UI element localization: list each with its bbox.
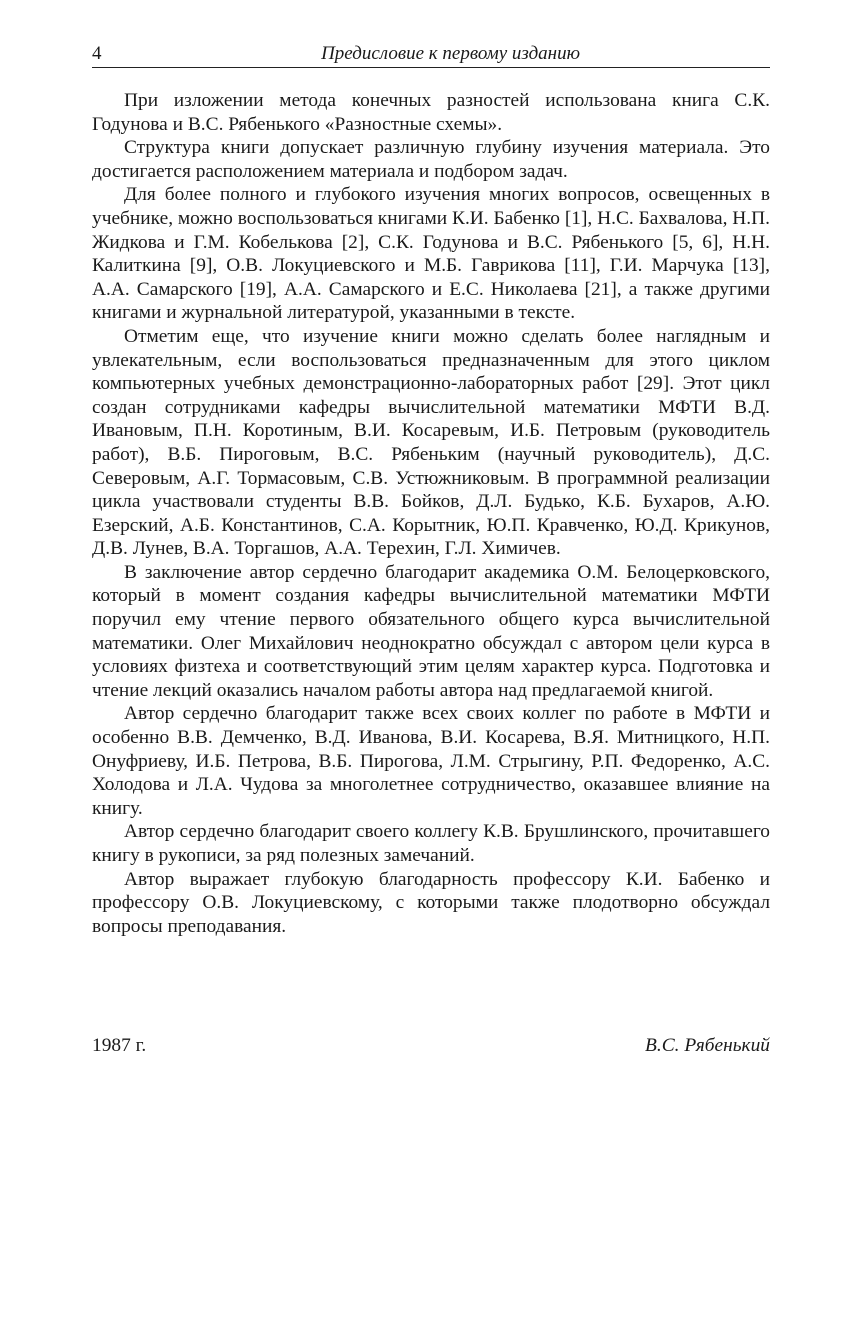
signature-date: 1987 г. <box>92 1035 147 1056</box>
paragraph-acknowledgement-brushlinsky: Автор сердечно благодарит своего коллегу К.В. Брушлинского, прочитавшего книгу в рукописи, за ряд полезных замечаний. <box>92 821 770 866</box>
running-header <box>92 41 770 68</box>
paragraph-acknowledgement-belotserkovsky: В заключение автор сердечно благодарит академика О.М. Белоцерковского, который в момент создания кафедры вычислительной математики МФТИ поручил ему чтение первого обязательного общего курса вычислительной математики. Олег Михайлович неоднократно обсуждал с автором цели курса в условиях физтеха и соответствующий этим целям характер курса. Подготовка и чтение лекций оказались началом работы автора над предлагаемой книгой. <box>92 561 770 701</box>
paragraph-structure: Структура книги допускает различную глубину изучения материала. Это достигается расположением материала и подбором задач. <box>92 137 770 182</box>
signature-author: В.С. Рябенький <box>645 1035 770 1056</box>
running-title: Предисловие к первому изданию <box>321 43 580 64</box>
paragraph-acknowledgement-colleagues: Автор сердечно благодарит также всех своих коллег по работе в МФТИ и особенно В.В. Демченко, В.Д. Иванова, В.И. Косарева, В.Я. Митницкого, Н.П. Онуфриеву, И.Б. Петрова, В.Б. Пирогова, Л.М. Стрыгину, Р.П. Федоренко, А.С. Холодова и Л.А. Чудова за многолетнее сотрудничество, оказавшее влияние на книгу. <box>92 703 770 819</box>
paragraph-computer-labs: Отметим еще, что изучение книги можно сделать более наглядным и увлекательным, если воспользоваться предназначенным для этого циклом компьютерных учебных демонстрационно-лабораторных работ [29]. Этот цикл создан сотрудниками кафедры вычислительной математики МФТИ В.Д. Ивановым, П.Н. Коротиным, В.И. Косаревым, И.Б. Петровым (руководитель работ), В.Б. Пироговым, В.С. Рябеньким (научный руководитель), Д.С. Северовым, А.Г. Тормасовым, С.В. Устюжниковым. В программной реализации цикла участвовали студенты В.В. Бойков, Д.Л. Будько, К.Б. Бухаров, А.Ю. Езерский, А.Б. Константинов, С.А. Корытник, Ю.П. Кравченко, Ю.Д. Крикунов, Д.В. Лунев, В.А. Торгашов, А.А. Терехин, Г.Л. Химичев. <box>92 325 770 560</box>
page-number: 4 <box>92 43 102 64</box>
paragraph-acknowledgement-professors: Автор выражает глубокую благодарность профессору К.И. Бабенко и профессору О.В. Локуциевскому, с которыми также плодотворно обсуждал вопросы преподавания. <box>92 868 770 937</box>
preface-body <box>92 89 770 938</box>
paragraph-further-reading: Для более полного и глубокого изучения многих вопросов, освещенных в учебнике, можно воспользоваться книгами К.И. Бабенко [1], Н.С. Бахвалова, Н.П. Жидкова и Г.М. Кобелькова [2], С.К. Годунова и В.С. Рябенького [5, 6], Н.Н. Калиткина [9], О.В. Локуциевского и М.Б. Гаврикова [11], Г.И. Марчука [13], А.А. Самарского [19], А.А. Самарского и Е.С. Николаева [21], а также другими книгами и журнальной литературой, указанными в тексте. <box>92 184 770 324</box>
paragraph-sources: При изложении метода конечных разностей использована книга С.К. Годунова и В.С. Рябенького «Разностные схемы». <box>92 90 770 135</box>
